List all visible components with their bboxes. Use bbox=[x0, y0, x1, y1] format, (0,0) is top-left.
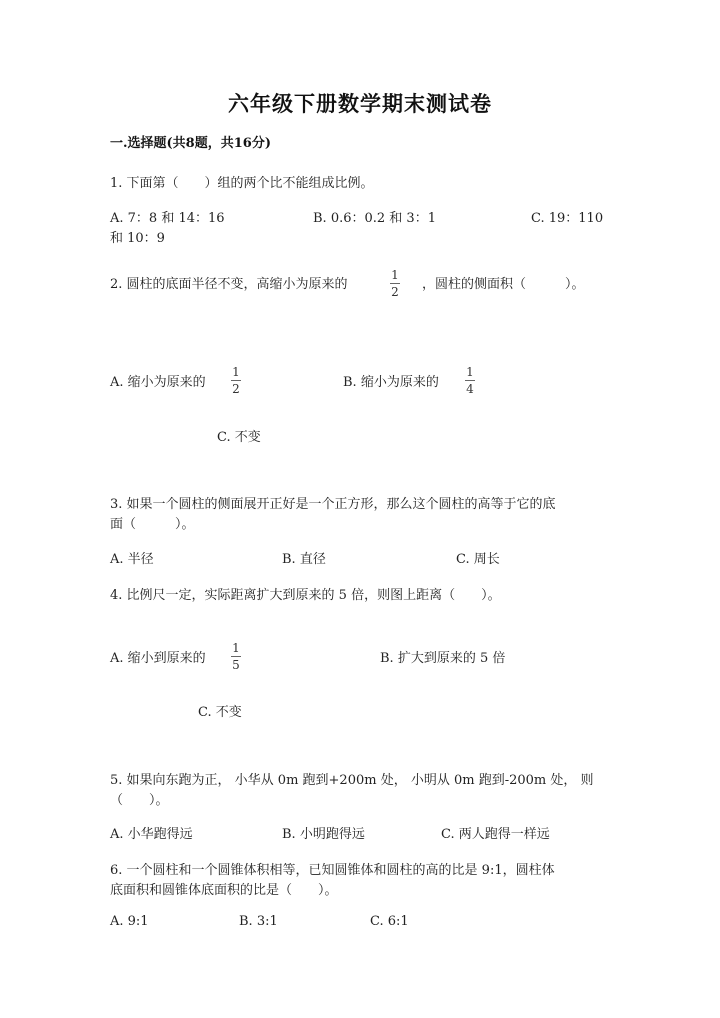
question-2-fraction bbox=[390, 268, 400, 299]
question-5-stem-line-1: 5. 如果向东跑为正， 小华从 0m 跑到+200m 处， 小明从 0m 跑到-200m 处， 则 bbox=[110, 773, 594, 788]
fraction-denominator: 4 bbox=[466, 382, 474, 396]
question-2-stem-end: ，圆柱的侧面积（ ）。 bbox=[422, 277, 585, 292]
question-6-stem-line-2: 底面积和圆锥体底面积的比是（ ）。 bbox=[110, 883, 338, 898]
question-4-option-a: A. 缩小到原来的 bbox=[110, 651, 206, 666]
question-2-option-b-fraction bbox=[465, 365, 475, 396]
question-5-option-b: B. 小明跑得远 bbox=[282, 827, 365, 842]
fraction-bar bbox=[465, 380, 475, 381]
question-3-option-c: C. 周长 bbox=[456, 552, 500, 567]
fraction-denominator: 2 bbox=[232, 382, 240, 396]
question-3-stem-line-2: 面（ ）。 bbox=[110, 517, 195, 532]
question-1-option-b: B. 0.6：0.2 和 3：1 bbox=[313, 211, 436, 226]
question-6-stem-line-1: 6. 一个圆柱和一个圆锥体积相等，已知圆锥体和圆柱的高的比是 9:1，圆柱体 bbox=[110, 863, 555, 878]
fraction-numerator: 1 bbox=[232, 641, 240, 655]
fraction-bar bbox=[390, 283, 400, 284]
question-2-option-a-fraction bbox=[231, 365, 241, 396]
fraction-denominator: 2 bbox=[391, 285, 399, 299]
page-title: 六年级下册数学期末测试卷 bbox=[228, 91, 492, 116]
question-4-option-a-fraction bbox=[231, 641, 241, 672]
question-5-stem-line-2: （ ）。 bbox=[110, 793, 169, 808]
question-6-option-b: B. 3:1 bbox=[239, 914, 278, 929]
question-3-stem-line-1: 3. 如果一个圆柱的侧面展开正好是一个正方形，那么这个圆柱的高等于它的底 bbox=[110, 497, 556, 512]
question-6-option-c: C. 6:1 bbox=[370, 914, 409, 929]
question-1-option-a: A. 7：8 和 14：16 bbox=[110, 211, 225, 226]
question-2-option-c: C. 不变 bbox=[217, 430, 261, 445]
fraction-numerator: 1 bbox=[391, 268, 399, 282]
question-1-option-c: C. 19：110 bbox=[531, 211, 604, 226]
question-3-option-a: A. 半径 bbox=[110, 552, 154, 567]
section-heading: 一.选择题(共8题，共16分) bbox=[110, 136, 271, 151]
question-4-option-b: B. 扩大到原来的 5 倍 bbox=[380, 651, 506, 666]
fraction-numerator: 1 bbox=[232, 365, 240, 379]
question-6-option-a: A. 9:1 bbox=[110, 914, 149, 929]
fraction-numerator: 1 bbox=[466, 365, 474, 379]
fraction-bar bbox=[231, 380, 241, 381]
question-1-option-c-cont: 和 10：9 bbox=[110, 231, 165, 246]
fraction-bar bbox=[231, 656, 241, 657]
question-5-option-a: A. 小华跑得远 bbox=[110, 827, 193, 842]
question-4-option-c: C. 不变 bbox=[198, 705, 242, 720]
question-4-stem: 4. 比例尺一定，实际距离扩大到原来的 5 倍，则图上距离（ ）。 bbox=[110, 588, 501, 603]
question-1-stem: 1. 下面第（ ）组的两个比不能组成比例。 bbox=[110, 176, 374, 191]
question-3-option-b: B. 直径 bbox=[282, 552, 326, 567]
question-2-stem: 2. 圆柱的底面半径不变，高缩小为原来的 bbox=[110, 277, 348, 292]
question-2-option-a: A. 缩小为原来的 bbox=[110, 375, 206, 390]
question-5-option-c: C. 两人跑得一样远 bbox=[441, 827, 550, 842]
question-2-option-b: B. 缩小为原来的 bbox=[343, 375, 439, 390]
fraction-denominator: 5 bbox=[232, 658, 240, 672]
